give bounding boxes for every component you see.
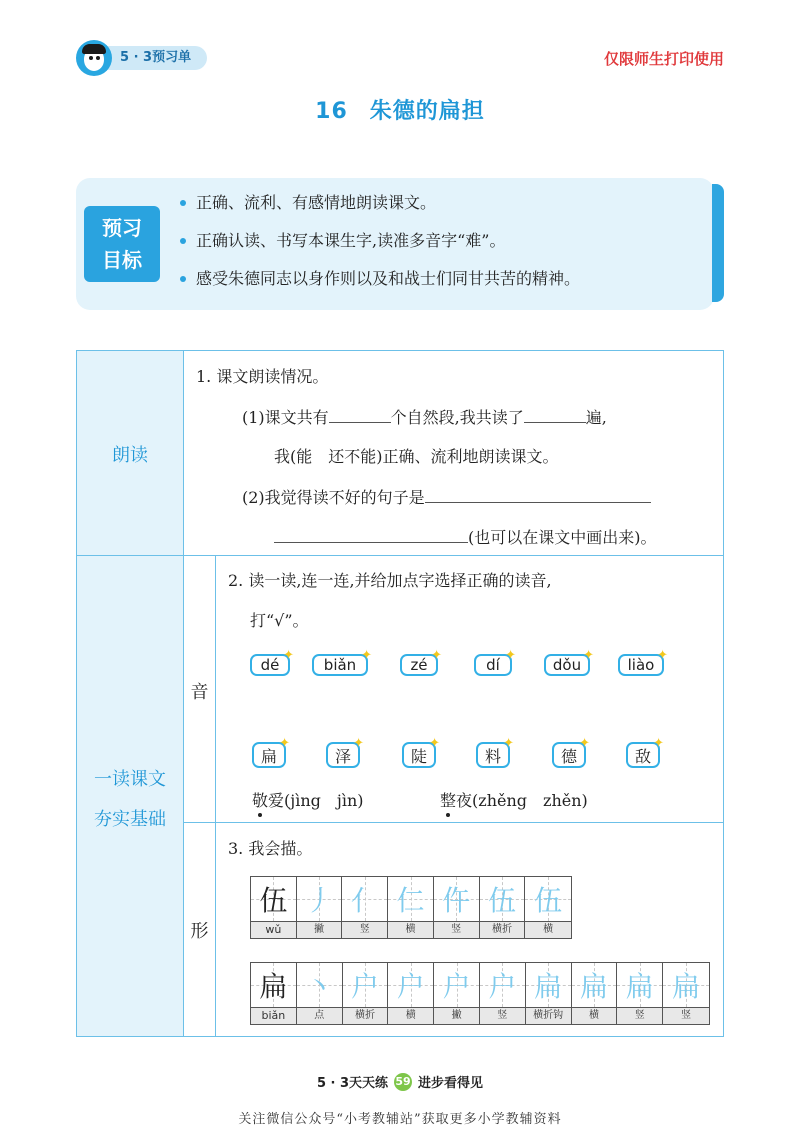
grid-cell: 伍	[251, 877, 297, 921]
stroke-label: 点	[297, 1008, 343, 1024]
q2-line2: 打“√”。	[250, 611, 309, 630]
difficult-sentence-blank-2[interactable]	[274, 524, 468, 543]
grid-cell[interactable]: 亻	[342, 877, 388, 921]
sound-label-cell	[183, 555, 216, 823]
grid-cell[interactable]: 扁	[526, 963, 572, 1007]
lesson-name: 朱德的扁担	[369, 99, 485, 124]
goals-tag-line1: 预习	[102, 216, 142, 240]
stroke-label: 横折钩	[526, 1008, 572, 1024]
q1-line2[interactable]: 我(能 还不能)正确、流利地朗读课文。	[274, 447, 559, 466]
stroke-label: 竖	[681, 1010, 692, 1021]
stroke-grid-wu	[250, 876, 572, 939]
hanzi-card[interactable]: 敌 ✦	[626, 742, 660, 768]
stroke-grid-bian	[250, 962, 710, 1025]
pinyin-label: biǎn	[251, 1008, 297, 1024]
hanzi-card[interactable]: 泽 ✦	[326, 742, 360, 768]
reading-label: 朗读	[112, 445, 148, 466]
grid-cell[interactable]: 仵	[434, 877, 480, 921]
star-icon: ✦	[361, 648, 372, 663]
promo-text: 关注微信公众号“小考教辅站”获取更多小学教辅资料	[238, 1112, 562, 1127]
q2-line1: 2. 读一读,连一连,并给加点字选择正确的读音,	[228, 571, 552, 590]
bullet-icon	[180, 238, 186, 244]
stroke-label: 横	[388, 922, 434, 938]
grid-cell[interactable]: 扁	[663, 963, 709, 1007]
grid-cell[interactable]: 户	[388, 963, 434, 1007]
mascot-icon	[76, 40, 112, 76]
grid-cell[interactable]: 扁	[617, 963, 663, 1007]
star-icon: ✦	[353, 736, 364, 751]
grid-cell[interactable]: ⼾	[343, 963, 389, 1007]
pinyin-card[interactable]: dí ✦	[474, 654, 512, 676]
stroke-label: 撇	[434, 1008, 480, 1024]
grid-cell: 扁	[251, 963, 297, 1007]
grid-cell[interactable]: 丿	[297, 877, 343, 921]
page-number: 59	[394, 1073, 412, 1091]
star-icon: ✦	[429, 736, 440, 751]
pinyin-card[interactable]: zé ✦	[400, 654, 438, 676]
star-icon: ✦	[279, 736, 290, 751]
print-notice: 仅限师生打印使用	[603, 50, 724, 68]
brand-label: 5 · 3预习单	[106, 46, 207, 70]
sound-label: 音	[190, 682, 209, 703]
grid-cell[interactable]: 户	[434, 963, 480, 1007]
q1-title: 1. 课文朗读情况。	[196, 367, 329, 386]
pinyin-label: wǔ	[251, 922, 297, 938]
stroke-label: 撇	[297, 922, 343, 938]
grid-cell[interactable]: 扁	[572, 963, 618, 1007]
star-icon: ✦	[431, 648, 442, 663]
goal-item: 正确、流利、有感情地朗读课文。	[176, 188, 580, 226]
star-icon: ✦	[505, 648, 516, 663]
goals-tag	[84, 206, 160, 282]
hanzi-card[interactable]: 陡 ✦	[402, 742, 436, 768]
grid-cell[interactable]: 丶	[297, 963, 343, 1007]
pinyin-card[interactable]: dǒu ✦	[544, 654, 590, 676]
goals-accent-bar	[712, 184, 724, 302]
basics-label-line1: 一读课文	[94, 769, 166, 790]
hanzi-card[interactable]: 德 ✦	[552, 742, 586, 768]
hanzi-card[interactable]: 扁 ✦	[252, 742, 286, 768]
star-icon: ✦	[653, 736, 664, 751]
pinyin-card[interactable]: dé ✦	[250, 654, 290, 676]
q1-line1: (1)课文共有 个自然段,我共读了 遍,	[242, 404, 607, 428]
star-icon: ✦	[579, 736, 590, 751]
star-icon: ✦	[283, 648, 294, 663]
grid-cell[interactable]: 伍	[480, 877, 526, 921]
star-icon: ✦	[583, 648, 594, 663]
star-icon: ✦	[657, 648, 668, 663]
shape-label: 形	[190, 921, 209, 942]
stroke-label: 横	[543, 924, 554, 935]
reading-label-cell	[76, 350, 184, 556]
hanzi-card[interactable]: 料 ✦	[476, 742, 510, 768]
q3-title: 3. 我会描。	[228, 839, 313, 858]
stroke-label: 横折	[343, 1008, 389, 1024]
goals-list	[176, 188, 580, 302]
stroke-label: 竖	[480, 1008, 526, 1024]
basics-label-cell	[76, 555, 184, 1037]
stroke-label: 横折	[480, 922, 526, 938]
lesson-title	[0, 94, 800, 125]
basics-label-line2: 夯实基础	[94, 809, 166, 830]
pinyin-card[interactable]: biǎn ✦	[312, 654, 368, 676]
grid-cell[interactable]: 户	[480, 963, 526, 1007]
bullet-icon	[180, 200, 186, 206]
difficult-sentence-blank[interactable]	[425, 484, 651, 503]
grid-cell[interactable]: 伍	[525, 877, 571, 921]
shape-label-cell	[183, 822, 216, 1037]
stroke-label: 竖	[342, 922, 388, 938]
brand-logo	[76, 40, 207, 76]
q1-line4: (也可以在课文中画出来)。	[274, 524, 657, 548]
footer-left: 5 · 3天天练	[316, 1076, 389, 1091]
reading-choice-1[interactable]: 敬爱(jìng jìn)	[252, 791, 364, 810]
goal-item: 感受朱德同志以身作则以及和战士们同甘共苦的精神。	[176, 264, 580, 302]
pinyin-card[interactable]: liào ✦	[618, 654, 664, 676]
sound-content-cell	[215, 555, 724, 823]
star-icon: ✦	[503, 736, 514, 751]
goal-item: 正确认读、书写本课生字,读准多音字“难”。	[176, 226, 580, 264]
goals-tag-line2: 目标	[102, 248, 142, 272]
stroke-label: 横	[572, 1008, 618, 1024]
paragraph-count-blank[interactable]	[329, 404, 391, 423]
grid-cell[interactable]: 仁	[388, 877, 434, 921]
stroke-label: 竖	[434, 922, 480, 938]
q1-line3: (2)我觉得读不好的句子是	[242, 484, 651, 508]
reading-choice-2[interactable]: 整夜(zhěng zhěn)	[440, 791, 588, 810]
bullet-icon	[180, 276, 186, 282]
stroke-label: 横	[388, 1008, 434, 1024]
stroke-label: 竖	[617, 1008, 663, 1024]
page-footer	[0, 1072, 800, 1091]
read-times-blank[interactable]	[524, 404, 586, 423]
lesson-number: 16	[315, 99, 348, 124]
footer-right: 进步看得见	[418, 1076, 484, 1091]
